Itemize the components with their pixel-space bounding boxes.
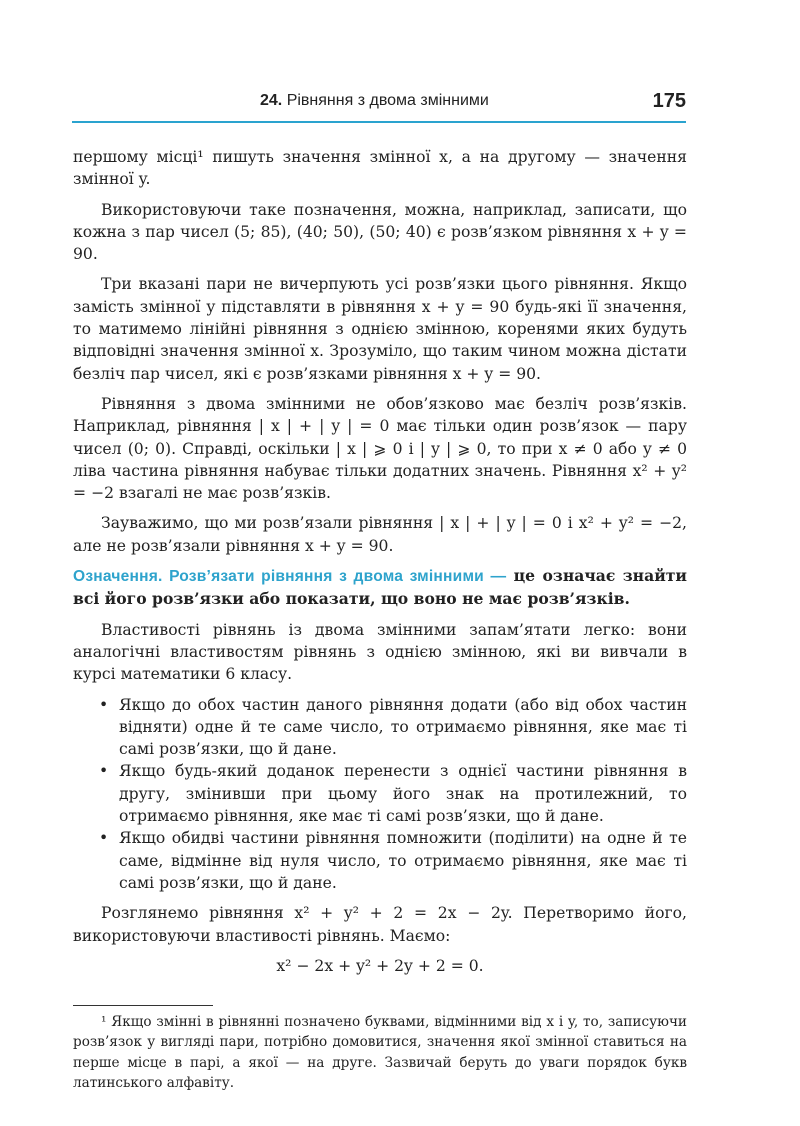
definition-text: це означає знайти всі його розв’язки або показати, що воно не має розв’язків.	[73, 566, 687, 609]
section-title: Рівняння з двома змінними	[286, 92, 489, 109]
header-rule	[72, 121, 686, 123]
footnote-rule	[73, 1005, 213, 1006]
section-number: 24.	[260, 92, 283, 109]
paragraph-properties-intro: Властивості рівнянь із двома змінними запам’ятати легко: вони аналогічні властивостям рівнянь з однією змінною, які ви вивчали в курсі математики 6 класу.	[73, 620, 687, 684]
page-number: 175	[652, 90, 686, 112]
section-heading	[260, 92, 489, 110]
properties-list	[73, 694, 687, 895]
paragraph-finite-solutions: Рівняння з двома змінними не обов’язково має безліч розв’язків. Наприклад, рівняння | x | + | y | = 0 має тільки один розв’язок — пару чисел (0; 0). Справді, оскільки | x | ⩾ 0 і | y | ⩾ 0, то при x ≠ 0 або y ≠ 0 ліва частина рівняння набуває тільки додатних значень. Рівняння x² + y² = −2 взагалі не має розв’язків.	[73, 394, 687, 503]
bullet-icon: •	[99, 829, 109, 848]
footnote: ¹ Якщо змінні в рівнянні позначено буквами, відмінними від x і y, то, записуючи розв’язок у вигляді пари, потрібно домовитися, значення якої змінної ставиться на перше місце в парі, а якої — на друге. Зазвичай беруть до уваги порядок букв латинського алфавіту.	[73, 1014, 687, 1092]
running-header	[72, 90, 686, 122]
bullet-icon: •	[99, 695, 109, 714]
paragraph-infinite-solutions: Три вказані пари не вичерпують усі розв’язки цього рівняння. Якщо замість змінної y підставляти в рівняння x + y = 90 будь-які її значення, то матимемо лінійні рівняння з однією змінною, коренями яких будуть відповідні значення змінної x. Зрозуміло, що таким чином можна дістати безліч пар чисел, які є розв’язками рівняння x + y = 90.	[73, 275, 687, 383]
list-item	[73, 827, 687, 894]
definition-block	[73, 565, 687, 611]
definition-label: Означення. Розв’язати рівняння з двома змінними —	[73, 568, 507, 586]
page-body	[73, 146, 687, 985]
paragraph-remark: Зауважимо, що ми розв’язали рівняння | x | + | y | = 0 і x² + y² = −2, але не розв’язали рівняння x + y = 90.	[73, 514, 687, 555]
list-item	[73, 760, 687, 827]
bullet-icon: •	[99, 762, 109, 781]
list-item	[73, 694, 687, 761]
paragraph-pairs-example: Використовуючи таке позначення, можна, наприклад, записати, що кожна з пар чисел (5; 85), (40; 50), (50; 40) є розв’язком рівняння x + y = 90.	[73, 200, 687, 264]
equation: x² − 2x + y² + 2y + 2 = 0.	[276, 956, 484, 975]
list-item-text: Якщо до обох частин даного рівняння додати (або від обох частин відняти) одне й те саме число, то отримаємо рівняння, яке має ті самі розв’язки, що й дане.	[119, 695, 687, 759]
list-item-text: Якщо обидві частини рівняння помножити (поділити) на одне й те саме, відмінне від нуля число, то отримаємо рівняння, яке має ті самі розв’язки, що й дане.	[119, 829, 687, 892]
paragraph-continuation: першому місці¹ пишуть значення змінної x, а на другому — значення змінної y.	[73, 148, 687, 189]
list-item-text: Якщо будь-який доданок перенести з однієї частини рівняння в другу, змінивши при цьому його знак на протилежний, то отримаємо рівняння, яке має ті самі розв’язки, що й дане.	[119, 762, 687, 826]
paragraph-example: Розглянемо рівняння x² + y² + 2 = 2x − 2y. Перетворимо його, використовуючи властивості рівнянь. Маємо:	[73, 904, 687, 945]
